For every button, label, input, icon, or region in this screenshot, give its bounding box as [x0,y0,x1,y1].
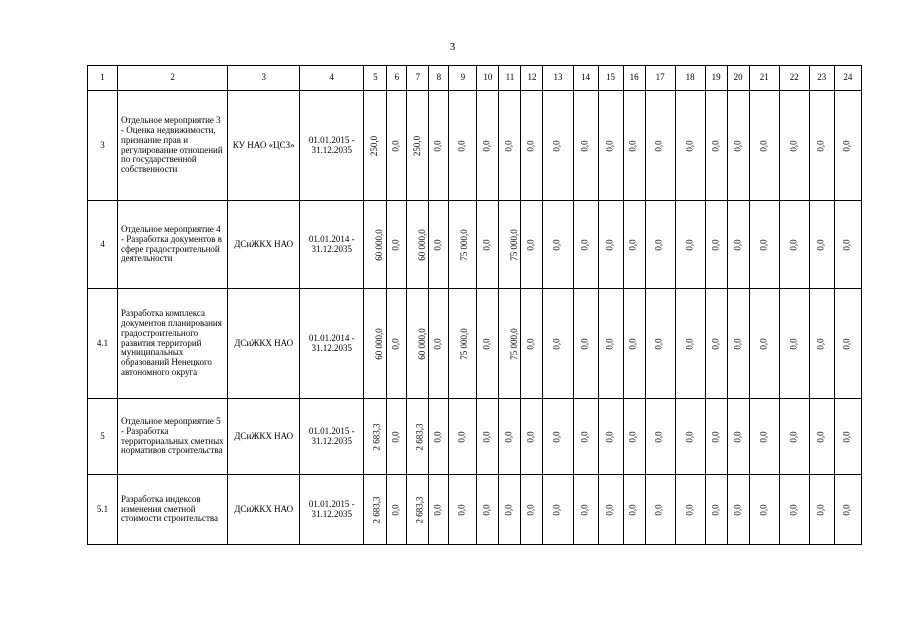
value-cell [521,399,543,475]
row-number: 4.1 [88,289,118,399]
value-text: 0,0 [815,337,826,350]
row-number: 5.1 [88,475,118,545]
value-cell [499,91,521,201]
column-header-7: 7 [407,66,429,91]
value-text: 0,0 [654,238,665,251]
value-cell [749,289,779,399]
value-cell [407,201,429,289]
value-text: 0,0 [503,139,514,152]
budget-table [87,65,862,545]
value-text: 0,0 [654,337,665,350]
value-cell [521,475,543,545]
value-cell [779,91,809,201]
executor: ДСиЖКХ НАО [228,201,300,289]
value-text: 75 000,0 [509,327,520,360]
value-cell [543,399,573,475]
value-cell [429,91,449,201]
value-text: 0,0 [732,238,743,251]
value-text: 0,0 [684,430,695,443]
value-cell [623,201,645,289]
value-cell [449,201,477,289]
value-text: 0,0 [732,139,743,152]
column-header-3: 3 [228,66,300,91]
value-text: 0,0 [579,430,590,443]
column-header-21: 21 [749,66,779,91]
value-cell [675,475,705,545]
value-cell [623,475,645,545]
value-text: 0,0 [758,139,769,152]
value-text: 75 000,0 [509,228,520,261]
value-cell [705,201,727,289]
value-cell [387,201,407,289]
value-text: 0,0 [552,337,563,350]
row-number: 5 [88,399,118,475]
value-text: 0,0 [481,139,492,152]
value-text: 0,0 [390,238,401,251]
measure-name: Разработка комплекса документов планирования градостроительного развития территорий муниципальных образований Ненецкого автономного округа [118,289,228,399]
value-text: 0,0 [526,139,537,152]
value-cell [809,289,834,399]
value-text: 0,0 [481,503,492,516]
value-cell [477,289,499,399]
value-text: 2 683,3 [371,495,382,523]
value-text: 0,0 [841,139,852,152]
executor: ДСиЖКХ НАО [228,475,300,545]
value-text: 0,0 [710,430,721,443]
value-text: 250,0 [411,135,422,156]
value-cell [573,91,598,201]
value-cell [477,399,499,475]
value-cell [387,399,407,475]
value-text: 0,0 [732,430,743,443]
value-text: 0,0 [628,139,639,152]
value-cell [809,475,834,545]
value-text: 0,0 [628,238,639,251]
value-text: 250,0 [369,135,380,156]
value-text: 0,0 [503,430,514,443]
column-header-20: 20 [727,66,749,91]
column-header-6: 6 [387,66,407,91]
column-header-22: 22 [779,66,809,91]
value-cell [675,201,705,289]
value-cell [387,91,407,201]
value-text: 0,0 [390,430,401,443]
value-cell [429,475,449,545]
value-cell [598,289,623,399]
table-row [88,399,862,475]
column-header-11: 11 [499,66,521,91]
measure-name: Разработка индексов изменения сметной стоимости строительства [118,475,228,545]
value-text: 0,0 [628,503,639,516]
value-text: 0,0 [654,430,665,443]
value-text: 0,0 [526,337,537,350]
value-cell [598,475,623,545]
value-cell [645,91,675,201]
period: 01.01.2014 - 31.12.2035 [300,201,364,289]
value-text: 0,0 [654,503,665,516]
value-text: 0,0 [456,139,467,152]
value-cell [727,201,749,289]
value-cell [727,475,749,545]
value-text: 0,0 [732,337,743,350]
row-number: 3 [88,91,118,201]
value-cell [749,201,779,289]
value-text: 0,0 [841,238,852,251]
value-cell [779,399,809,475]
measure-name: Отдельное мероприятие 4 - Разработка документов в сфере градостроительной деятельности [118,201,228,289]
value-cell [705,399,727,475]
value-text: 2 683,3 [414,495,425,523]
value-cell [598,201,623,289]
value-cell [364,399,387,475]
value-text: 0,0 [710,503,721,516]
value-text: 0,0 [654,139,665,152]
column-header-12: 12 [521,66,543,91]
value-text: 0,0 [604,430,615,443]
value-text: 0,0 [758,337,769,350]
value-cell [598,91,623,201]
value-cell [364,201,387,289]
value-cell [779,289,809,399]
value-text: 60 000,0 [417,327,428,360]
value-cell [809,399,834,475]
column-header-10: 10 [477,66,499,91]
value-cell [749,91,779,201]
value-cell [543,201,573,289]
table-row [88,201,862,289]
value-cell [623,289,645,399]
value-cell [834,91,861,201]
value-text: 0,0 [481,238,492,251]
value-cell [387,289,407,399]
value-cell [809,201,834,289]
value-cell [623,399,645,475]
value-text: 75 000,0 [459,327,470,360]
value-cell [543,289,573,399]
value-cell [675,289,705,399]
value-text: 0,0 [526,238,537,251]
column-header-16: 16 [623,66,645,91]
value-cell [407,399,429,475]
value-cell [779,475,809,545]
value-cell [429,399,449,475]
value-text: 0,0 [579,503,590,516]
period: 01.01.2014 - 31.12.2035 [300,289,364,399]
value-text: 0,0 [432,337,443,350]
value-text: 0,0 [456,430,467,443]
value-cell [499,399,521,475]
value-cell [573,475,598,545]
value-text: 0,0 [815,238,826,251]
value-cell [521,201,543,289]
value-text: 0,0 [503,503,514,516]
column-header-1: 1 [88,66,118,91]
value-cell [573,399,598,475]
value-text: 0,0 [841,430,852,443]
header-row [88,66,862,91]
value-text: 0,0 [432,139,443,152]
value-text: 0,0 [604,337,615,350]
value-cell [499,289,521,399]
value-text: 0,0 [788,337,799,350]
value-text: 0,0 [684,503,695,516]
row-number: 4 [88,201,118,289]
value-cell [809,91,834,201]
column-header-14: 14 [573,66,598,91]
value-text: 0,0 [604,503,615,516]
value-cell [573,201,598,289]
column-header-15: 15 [598,66,623,91]
value-text: 0,0 [604,238,615,251]
value-text: 0,0 [579,337,590,350]
value-text: 0,0 [628,430,639,443]
value-text: 75 000,0 [459,228,470,261]
period: 01.01.2015 - 31.12.2035 [300,91,364,201]
value-text: 0,0 [684,337,695,350]
column-header-8: 8 [429,66,449,91]
value-cell [543,475,573,545]
value-text: 0,0 [710,238,721,251]
value-cell [449,289,477,399]
value-cell [727,289,749,399]
table-row [88,289,862,399]
value-cell [779,201,809,289]
value-cell [705,91,727,201]
value-cell [364,91,387,201]
value-text: 0,0 [788,503,799,516]
value-text: 0,0 [432,238,443,251]
column-header-23: 23 [809,66,834,91]
value-cell [364,475,387,545]
value-cell [834,201,861,289]
column-header-2: 2 [118,66,228,91]
value-cell [834,289,861,399]
column-header-13: 13 [543,66,573,91]
measure-name: Отдельное мероприятие 5 - Разработка территориальных сметных нормативов строительства [118,399,228,475]
value-cell [543,91,573,201]
period: 01.01.2015 - 31.12.2035 [300,399,364,475]
value-text: 60 000,0 [374,327,385,360]
value-text: 0,0 [732,503,743,516]
executor: КУ НАО «ЦСЗ» [228,91,300,201]
value-text: 0,0 [788,139,799,152]
value-text: 0,0 [841,337,852,350]
value-cell [499,201,521,289]
value-cell [727,91,749,201]
value-text: 0,0 [456,503,467,516]
value-cell [449,399,477,475]
value-text: 0,0 [552,430,563,443]
period: 01.01.2015 - 31.12.2035 [300,475,364,545]
value-cell [727,399,749,475]
value-text: 60 000,0 [374,228,385,261]
value-text: 0,0 [432,430,443,443]
page-number: 3 [449,41,456,53]
value-text: 0,0 [481,430,492,443]
value-cell [675,91,705,201]
value-cell [645,399,675,475]
value-cell [645,289,675,399]
value-cell [834,399,861,475]
value-text: 0,0 [604,139,615,152]
value-text: 0,0 [815,139,826,152]
value-cell [645,201,675,289]
value-text: 2 683,3 [371,422,382,450]
value-cell [449,475,477,545]
value-cell [675,399,705,475]
table-row [88,475,862,545]
value-text: 0,0 [815,503,826,516]
value-cell [623,91,645,201]
value-text: 60 000,0 [417,228,428,261]
value-cell [429,201,449,289]
value-cell [387,475,407,545]
value-text: 0,0 [526,430,537,443]
column-header-5: 5 [364,66,387,91]
value-cell [705,289,727,399]
value-cell [477,475,499,545]
value-text: 0,0 [710,139,721,152]
value-text: 2 683,3 [414,422,425,450]
value-cell [598,399,623,475]
measure-name: Отдельное мероприятие 3 - Оценка недвижимости, признание прав и регулирование отношений по государственной собственности [118,91,228,201]
column-header-4: 4 [300,66,364,91]
value-text: 0,0 [684,238,695,251]
value-text: 0,0 [758,503,769,516]
value-text: 0,0 [788,238,799,251]
value-text: 0,0 [432,503,443,516]
table-row [88,91,862,201]
column-header-24: 24 [834,66,861,91]
value-text: 0,0 [758,238,769,251]
column-header-17: 17 [645,66,675,91]
value-cell [477,201,499,289]
value-text: 0,0 [684,139,695,152]
value-text: 0,0 [552,139,563,152]
value-cell [705,475,727,545]
column-header-9: 9 [449,66,477,91]
value-text: 0,0 [552,503,563,516]
value-text: 0,0 [579,139,590,152]
value-cell [477,91,499,201]
column-header-18: 18 [675,66,705,91]
value-text: 0,0 [841,503,852,516]
executor: ДСиЖКХ НАО [228,289,300,399]
value-text: 0,0 [390,337,401,350]
value-cell [749,399,779,475]
value-text: 0,0 [758,430,769,443]
value-cell [449,91,477,201]
value-text: 0,0 [815,430,826,443]
value-text: 0,0 [710,337,721,350]
value-cell [499,475,521,545]
value-cell [364,289,387,399]
value-cell [521,91,543,201]
value-cell [573,289,598,399]
value-cell [407,91,429,201]
value-cell [429,289,449,399]
value-text: 0,0 [526,503,537,516]
value-text: 0,0 [390,139,401,152]
value-text: 0,0 [788,430,799,443]
value-text: 0,0 [481,337,492,350]
value-cell [407,475,429,545]
value-cell [749,475,779,545]
column-header-19: 19 [705,66,727,91]
value-cell [834,475,861,545]
value-cell [645,475,675,545]
value-cell [521,289,543,399]
executor: ДСиЖКХ НАО [228,399,300,475]
value-text: 0,0 [390,503,401,516]
value-text: 0,0 [579,238,590,251]
value-cell [407,289,429,399]
value-text: 0,0 [628,337,639,350]
value-text: 0,0 [552,238,563,251]
